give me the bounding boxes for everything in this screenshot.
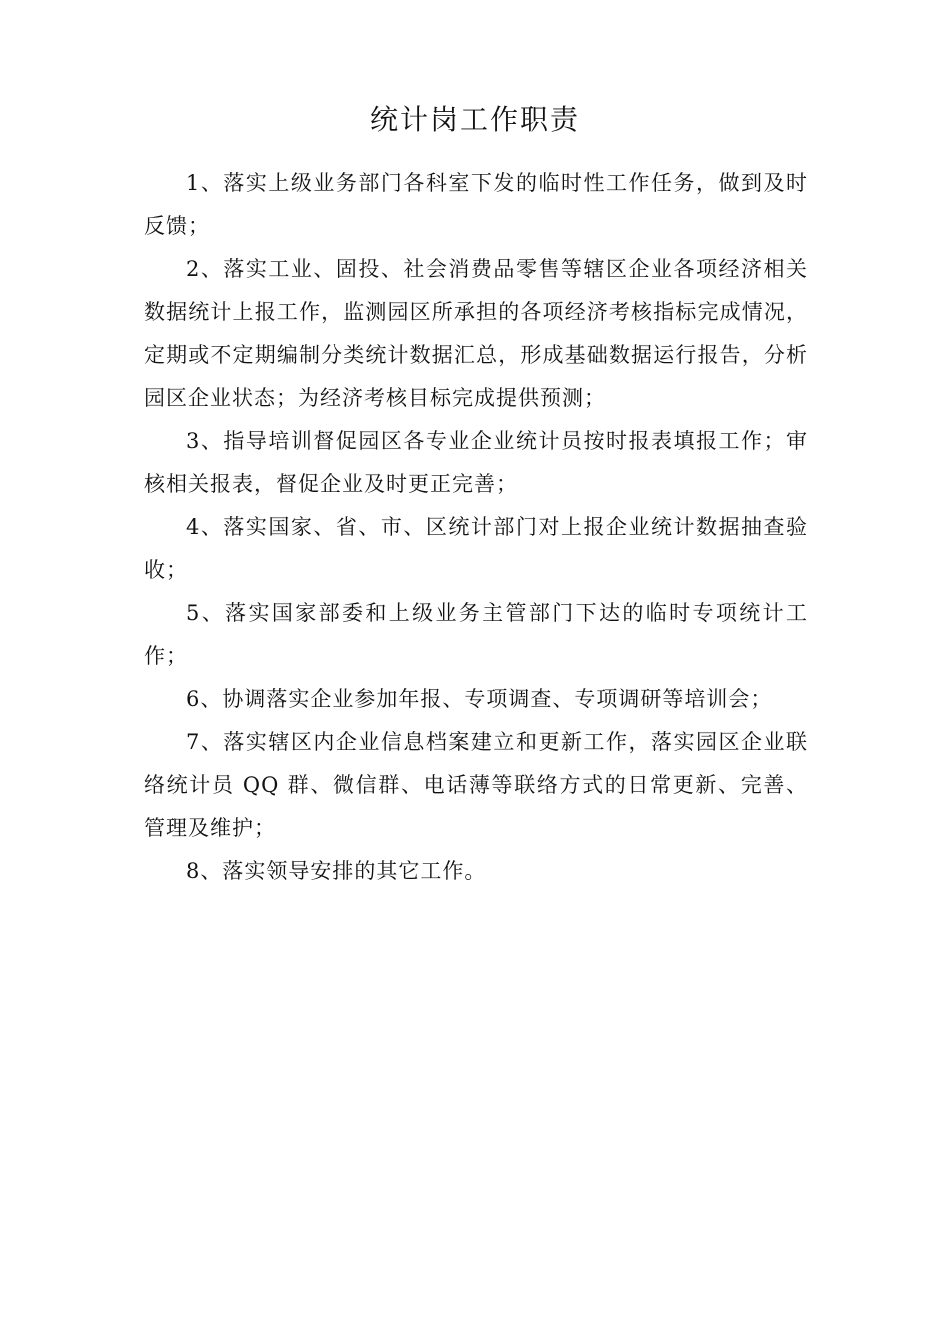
duty-item-4: 4、落实国家、省、市、区统计部门对上报企业统计数据抽查验收； xyxy=(144,515,808,582)
duty-item-5: 5、落实国家部委和上级业务主管部门下达的临时专项统计工作； xyxy=(144,601,808,668)
duty-item-1: 1、落实上级业务部门各科室下发的临时性工作任务，做到及时反馈； xyxy=(144,171,808,238)
duty-item-2: 2、落实工业、固投、社会消费品零售等辖区企业各项经济相关数据统计上报工作，监测园区所承担的各项经济考核指标完成情况，定期或不定期编制分类统计数据汇总，形成基础数据运行报告，分析园区企业状态；为经济考核目标完成提供预测； xyxy=(144,257,808,410)
document-title: 统计岗工作职责 xyxy=(369,103,580,136)
duty-item-3: 3、指导培训督促园区各专业企业统计员按时报表填报工作；审核相关报表，督促企业及时更正完善； xyxy=(144,429,808,496)
duty-item-8: 8、落实领导安排的其它工作。 xyxy=(186,859,487,883)
document-body xyxy=(144,162,808,893)
duty-item-6: 6、协调落实企业参加年报、专项调查、专项调研等培训会； xyxy=(186,687,773,711)
duty-item-7: 7、落实辖区内企业信息档案建立和更新工作，落实园区企业联络统计员 QQ 群、微信群、电话薄等联络方式的日常更新、完善、管理及维护； xyxy=(144,730,808,840)
